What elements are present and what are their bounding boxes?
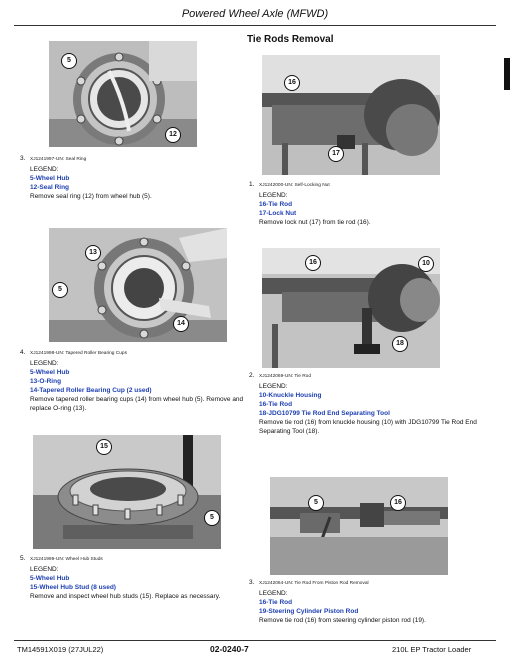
image-id: XJ1242000-UN: Self-Locking Nut	[259, 183, 330, 188]
header-rule	[14, 25, 496, 26]
caption-step	[249, 578, 494, 625]
legend-item: 12-Seal Ring	[30, 184, 70, 191]
callout-18: 18	[392, 336, 408, 352]
callout-13: 13	[85, 245, 101, 261]
legend-heading: LEGEND:	[259, 590, 288, 597]
page-edge-tab	[504, 58, 510, 90]
legend-item: 5-Wheel Hub	[30, 369, 70, 376]
callout-5: 5	[61, 53, 77, 69]
step-number: 5.	[20, 555, 26, 562]
caption-step	[20, 554, 250, 601]
callout-10: 10	[418, 256, 434, 272]
callout-5: 5	[308, 495, 324, 511]
legend-item: 15-Wheel Hub Stud (8 used)	[30, 584, 116, 591]
instruction-text: Remove tapered roller bearing cups (14) from wheel hub (5). Remove and replace O-ring (13).	[30, 396, 244, 412]
photo-tie-rod	[262, 248, 440, 368]
callout-14: 14	[173, 316, 189, 332]
legend-item: 18-JDG10799 Tie Rod End Separating Tool	[259, 410, 390, 417]
callout-12: 12	[165, 127, 181, 143]
page-header-title: Powered Wheel Axle (MFWD)	[181, 8, 329, 20]
instruction-text: Remove lock nut (17) from tie rod (16).	[259, 219, 371, 226]
legend-heading: LEGEND:	[259, 383, 288, 390]
legend-item: 13-O-Ring	[30, 378, 62, 385]
footer-page-number: 02-0240-7	[210, 644, 249, 654]
photo-bearing-cups	[49, 228, 227, 342]
image-id: XJ1242069-UN: Tie Rod	[259, 374, 311, 379]
callout-5: 5	[52, 282, 68, 298]
legend-item: 16-Tie Rod	[259, 201, 293, 208]
callout-17: 17	[328, 146, 344, 162]
legend-item: 10-Knuckle Housing	[259, 392, 322, 399]
instruction-text: Remove and inspect wheel hub studs (15). Replace as necessary.	[30, 593, 221, 600]
footer-doc-id: TM14591X019 (27JUL22)	[17, 645, 104, 654]
step-number: 2.	[249, 372, 255, 379]
legend-heading: LEGEND:	[30, 166, 59, 173]
photo-wheel-hub-studs	[33, 435, 221, 549]
legend-item: 19-Steering Cylinder Piston Rod	[259, 608, 359, 615]
legend-item: 5-Wheel Hub	[30, 175, 70, 182]
photo-self-locking-nut	[262, 55, 440, 175]
caption-step	[249, 371, 494, 436]
step-number: 3.	[249, 579, 255, 586]
legend-heading: LEGEND:	[259, 192, 288, 199]
callout-16: 16	[284, 75, 300, 91]
step-number: 1.	[249, 181, 255, 188]
caption-step	[20, 154, 250, 201]
instruction-text: Remove seal ring (12) from wheel hub (5).	[30, 193, 152, 200]
instruction-text: Remove tie rod (16) from knuckle housing (10) with JDG10799 Tie Rod End Separating Tool (18).	[259, 419, 477, 435]
callout-16: 16	[305, 255, 321, 271]
caption-step	[20, 348, 250, 413]
instruction-text: Remove tie rod (16) from steering cylinder piston rod (19).	[259, 617, 426, 624]
image-id: XJ1241997-UN: Seal Ring	[30, 157, 87, 162]
photo-piston-rod	[270, 477, 448, 575]
legend-item: 14-Tapered Roller Bearing Cup (2 used)	[30, 387, 152, 394]
image-id: XJ1242064-UN: Tie Rod From Piston Rod Removal	[259, 581, 369, 586]
image-id: XJ1241999-UN: Wheel Hub Studs	[30, 557, 103, 562]
legend-item: 17-Lock Nut	[259, 210, 297, 217]
callout-15: 15	[96, 439, 112, 455]
footer-model: 210L EP Tractor Loader	[392, 645, 472, 654]
callout-5: 5	[204, 510, 220, 526]
image-id: XJ1241998-UN: Tapered Roller Bearing Cups	[30, 351, 127, 356]
caption-step	[249, 180, 479, 227]
legend-item: 16-Tie Rod	[259, 401, 293, 408]
step-number: 3.	[20, 155, 26, 162]
footer-rule	[14, 640, 496, 641]
legend-item: 5-Wheel Hub	[30, 575, 70, 582]
callout-16: 16	[390, 495, 406, 511]
legend-heading: LEGEND:	[30, 360, 59, 367]
legend-item: 16-Tie Rod	[259, 599, 293, 606]
step-number: 4.	[20, 349, 26, 356]
legend-heading: LEGEND:	[30, 566, 59, 573]
section-title: Tie Rods Removal	[247, 34, 334, 45]
